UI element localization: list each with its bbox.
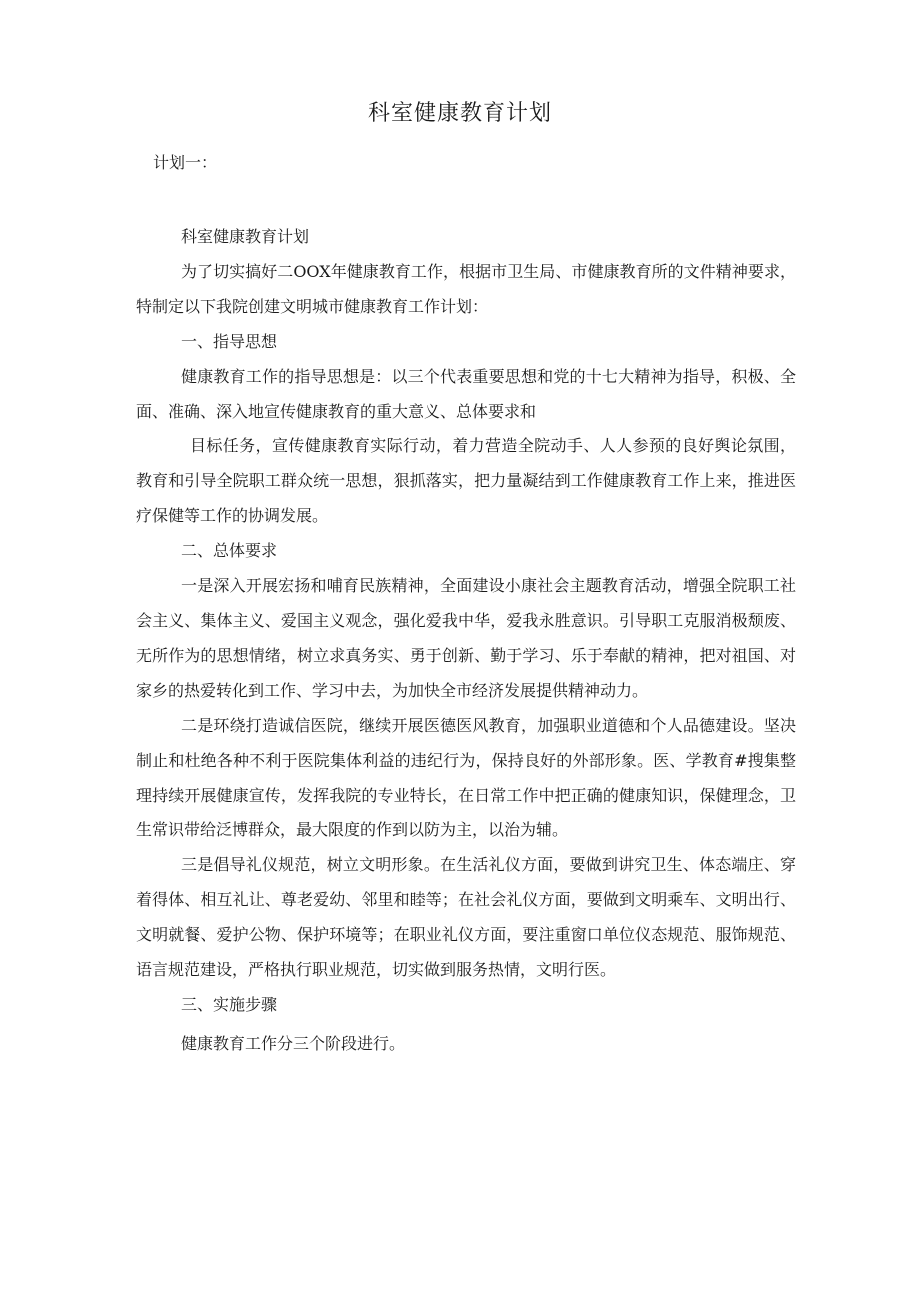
paragraph-guiding: 健康教育工作的指导思想是：以三个代表重要思想和党的十七大精神为指导，积极、全面、准确、深入地宣传健康教育的重大意义、总体要求和 [136, 366, 796, 421]
paragraph-steps: 健康教育工作分三个阶段进行。 [181, 1033, 406, 1053]
paragraph-requirement-2: 二是环绕打造诚信医院，继续开展医德医风教育，加强职业道德和个人品德建设。坚决制止和杜绝各种不利于医院集体利益的违纪行为，保持良好的外部形象。医、学教育#搜集整理持续开展健康宣传，发挥我院的专业特长，在日常工作中把正确的健康知识，保健理念，卫生常识带给泛博群众，最大限度的作到以防为主，以治为辅。 [136, 715, 796, 840]
section-heading-3: 三、实施步骤 [181, 994, 278, 1014]
paragraph-requirement-1: 一是深入开展宏扬和哺育民族精神，全面建设小康社会主题教育活动，增强全院职工社会主义、集体主义、爱国主义观念，强化爱我中华，爱我永胜意识。引导职工克服消极颓废、无所作为的思想情绪，树立求真务实、勇于创新、勤于学习、乐于奉献的精神，把对祖国、对家乡的热爱转化到工作、学习中去，为加快全市经济发展提供精神动力。 [136, 576, 796, 700]
section-heading-1: 一、指导思想 [181, 331, 278, 351]
paragraph-heading: 科室健康教育计划 [181, 227, 310, 246]
paragraph-guiding-continued: 目标任务，宣传健康教育实际行动，着力营造全院动手、人人参预的良好舆论氛围，教育和引导全院职工群众统一思想，狠抓落实，把力量凝结到工作健康教育工作上来，推进医疗保健等工作的协调发展。 [136, 436, 796, 526]
document-body [136, 220, 796, 1062]
paragraph-intro: 为了切实搞好二OOX年健康教育工作，根据市卫生局、市健康教育所的文件精神要求，特制定以下我院创建文明城市健康教育工作计划： [136, 261, 796, 316]
document-title: 科室健康教育计划 [367, 101, 552, 126]
paragraph-requirement-3: 三是倡导礼仪规范，树立文明形象。在生活礼仪方面，要做到讲究卫生、体态端庄、穿着得体、相互礼让、尊老爱幼、邻里和睦等；在社会礼仪方面，要做到文明乘车、文明出行、文明就餐、爱护公物、保护环境等；在职业礼仪方面，要注重窗口单位仪态规范、服饰规范、语言规范建设，严格执行职业规范，切实做到服务热情，文明行医。 [136, 855, 796, 980]
section-heading-2: 二、总体要求 [181, 541, 278, 561]
plan-label: 计划一： [153, 153, 218, 172]
